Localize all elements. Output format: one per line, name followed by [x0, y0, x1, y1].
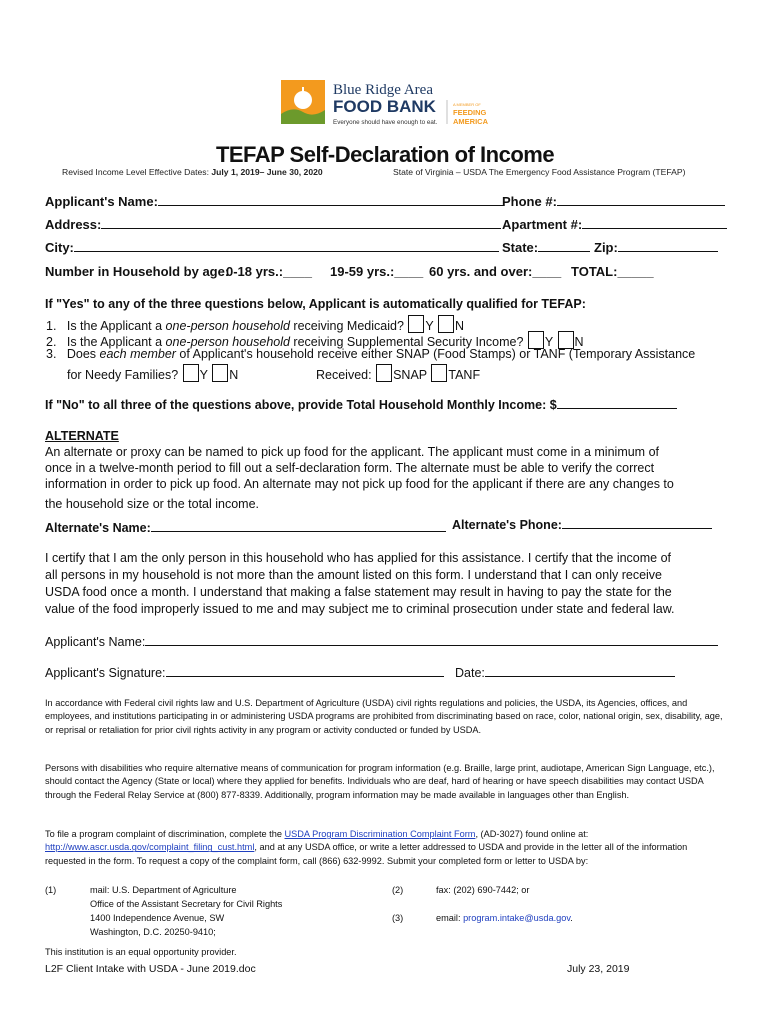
mail-item-line-3: 1400 Independence Avenue, SW — [90, 913, 225, 923]
city-field[interactable] — [45, 240, 499, 255]
effective-dates-value: July 1, 2019– June 30, 2020 — [211, 167, 323, 177]
complaint-text-a: To file a program complaint of discrimination, complete the — [45, 829, 285, 839]
tanf-checkbox[interactable] — [431, 364, 447, 382]
alternate-heading: ALTERNATE — [45, 429, 119, 443]
program-name: State of Virginia – USDA The Emergency Food Assistance Program (TEFAP) — [393, 167, 686, 177]
signature-name-field[interactable] — [45, 634, 718, 649]
signature-line[interactable] — [166, 665, 444, 677]
signature-date-field[interactable] — [455, 665, 675, 680]
signature-label: Applicant's Signature: — [45, 666, 166, 680]
question-3-no-checkbox[interactable] — [212, 364, 228, 382]
question-3-text-b: of Applicant's household receive either SNAP (Food Stamps) or TANF (Temporary Assistance — [175, 347, 696, 361]
monthly-income-field[interactable] — [45, 397, 677, 412]
fax-item-number: (2) — [392, 885, 404, 895]
mail-item-number: (1) — [45, 885, 57, 895]
certify-line-1: I certify that I am the only person in this household who has applied for this assistance. I certify that the income of — [45, 551, 672, 565]
address-label: Address: — [45, 217, 102, 232]
age-0-18-field[interactable]: 0-18 yrs.:____ — [226, 264, 313, 279]
alternate-text-line-3: information in order to pick up food. An alternate may not pick up food for the applicant if there are any changes to — [45, 477, 674, 491]
apartment-field[interactable] — [502, 217, 727, 232]
logo-org-line2: FOOD BANK — [333, 97, 436, 116]
question-2-text-a: Is the Applicant a — [66, 335, 166, 349]
footer-date: July 23, 2019 — [567, 963, 630, 975]
complaint-text-b: , (AD-3027) found online at: — [475, 829, 589, 839]
question-2-text-b: receiving Supplemental Security Income? — [289, 335, 524, 349]
disabilities-paragraph: Persons with disabilities who require alternative means of communication for program information (e.g. Braille, large print, audiotape, American Sign Language, etc.), should contact the Agency (State or local) where they applied for benefits. Individuals who are deaf, hard of hearing or have speech disabilities may contact USDA through the Federal Relay Service at (800) 877-8339. Additionally, program information may be made available in languages other than English. — [45, 763, 715, 800]
question-3 — [46, 347, 695, 361]
alternate-text-line-2: once in a twelve-month period to fill out a self-declaration form. The alternate must be able to verify the correct — [45, 461, 655, 475]
question-1-emphasis: one-person household — [165, 319, 290, 333]
apartment-label: Apartment #: — [502, 217, 583, 232]
question-3-yes-label: Y — [199, 368, 208, 382]
question-3-line-2 — [67, 364, 238, 382]
question-1-text-a: Is the Applicant a — [66, 319, 166, 333]
household-label: Number in Household by age: — [45, 264, 230, 279]
question-3-emphasis: each member — [99, 347, 176, 361]
fax-item-text: fax: (202) 690-7442; or — [436, 885, 530, 895]
qualify-heading: If "Yes" to any of the three questions below, Applicant is automatically qualified for TEFAP: — [45, 297, 586, 311]
state-line[interactable] — [538, 240, 590, 252]
email-item-end: . — [570, 913, 573, 923]
alternate-phone-line[interactable] — [562, 517, 712, 529]
mail-item-line-4: Washington, D.C. 20250-9410; — [90, 927, 216, 937]
address-line[interactable] — [101, 217, 501, 229]
phone-line[interactable] — [557, 194, 725, 206]
monthly-income-label: If "No" to all three of the questions above, provide Total Household Monthly Income: $ — [45, 398, 557, 412]
complaint-paragraph — [45, 828, 725, 868]
logo-org-line1: Blue Ridge Area — [333, 82, 433, 98]
state-field[interactable] — [502, 240, 590, 255]
alternate-phone-field[interactable] — [452, 517, 712, 532]
email-item-number: (3) — [392, 913, 404, 923]
mail-item-line-1: mail: U.S. Department of Agriculture — [90, 885, 237, 895]
question-1-number: 1. — [46, 319, 57, 333]
signature-name-label: Applicant's Name: — [45, 635, 146, 649]
question-1-text-b: receiving Medicaid? — [289, 319, 404, 333]
email-item-label: email: — [436, 913, 464, 923]
received-label: Received: — [316, 368, 372, 382]
snap-checkbox[interactable] — [376, 364, 392, 382]
page-title: TEFAP Self-Declaration of Income — [215, 142, 555, 167]
civil-rights-paragraph: In accordance with Federal civil rights law and U.S. Department of Agriculture (USDA) civil rights regulations and policies, the USDA, its Agencies, offices, and employees, and institutions participating in or administering USDA programs are prohibited from discriminating based on race, color, national origin, sex, disability, age, or reprisal or retaliation for prior civil rights activity in any program or activity conducted or funded by USDA. — [45, 698, 723, 735]
complaint-url-link[interactable]: http://www.ascr.usda.gov/complaint_filing_cust.html — [45, 842, 255, 853]
alternate-name-label: Alternate's Name: — [45, 521, 151, 535]
apartment-line[interactable] — [582, 217, 727, 229]
certify-line-2: all persons in my household is not more than the amount listed on this form. I understand that I can only receive — [45, 568, 663, 582]
state-label: State: — [502, 240, 539, 255]
signature-date-label: Date: — [455, 666, 485, 680]
monthly-income-line[interactable] — [557, 397, 677, 409]
question-2-number: 2. — [46, 335, 57, 349]
alternate-text-line-4: the household size or the total income. — [45, 497, 260, 511]
zip-label: Zip: — [594, 240, 618, 255]
logo-partner-small: A MEMBER OF — [453, 102, 481, 107]
equal-opportunity-statement: This institution is an equal opportunity provider. — [45, 947, 237, 957]
food-bank-logo-graphic — [281, 78, 499, 132]
complaint-form-link[interactable]: USDA Program Discrimination Complaint Form — [284, 829, 476, 839]
complaint-text-c: , and at any USDA office, or write a letter addressed to USDA and provide in the letter all of the information requested in the form. To request a copy of the complaint form, call (866) 632-9992. Submit your completed form or letter to USDA by: — [45, 842, 688, 866]
question-2-emphasis: one-person household — [165, 335, 290, 349]
age-60-field[interactable]: 60 yrs. and over:____ — [429, 264, 562, 279]
food-bank-logo — [281, 78, 499, 132]
phone-label: Phone #: — [502, 194, 557, 209]
zip-line[interactable] — [618, 240, 718, 252]
question-1-no-label: N — [455, 319, 465, 333]
logo-partner-line1: FEEDING — [453, 108, 487, 117]
applicant-name-line[interactable] — [158, 194, 503, 206]
city-label: City: — [45, 240, 74, 255]
question-3-yes-checkbox[interactable] — [183, 364, 199, 382]
applicant-name-field[interactable] — [45, 194, 503, 209]
snap-label: SNAP — [393, 368, 427, 382]
logo-partner-line2: AMERICA — [453, 117, 488, 126]
alternate-name-line[interactable] — [151, 520, 446, 532]
question-3-text-a: Does — [66, 347, 100, 361]
phone-field[interactable] — [502, 194, 725, 209]
certify-line-3: USDA food once a month. I understand that making a false statement may result in having to pay the state for the — [45, 585, 672, 599]
footer-filename: L2F Client Intake with USDA - June 2019.doc — [45, 963, 256, 975]
city-line[interactable] — [74, 240, 499, 252]
logo-tagline: Everyone should have enough to eat. — [333, 119, 438, 126]
question-3-number: 3. — [46, 347, 57, 361]
question-1-yes-label: Y — [425, 319, 434, 333]
effective-dates — [62, 167, 323, 177]
total-field[interactable]: TOTAL:_____ — [571, 264, 654, 279]
email-link[interactable]: program.intake@usda.gov — [463, 913, 571, 923]
alternate-name-field[interactable] — [45, 520, 446, 535]
address-field[interactable] — [45, 217, 501, 232]
question-3-no-label: N — [229, 368, 239, 382]
zip-field[interactable] — [594, 240, 718, 255]
applicant-name-label: Applicant's Name: — [45, 194, 158, 209]
effective-dates-label: Revised Income Level Effective Dates: — [62, 167, 209, 177]
mail-item-line-2: Office of the Assistant Secretary for Civil Rights — [90, 899, 283, 909]
received-options — [316, 364, 480, 382]
alternate-phone-label: Alternate's Phone: — [452, 518, 562, 532]
certify-line-4: value of the food improperly issued to me and may subject me to criminal prosecution under state and federal law. — [45, 602, 675, 616]
question-2-no-label: N — [574, 335, 584, 349]
email-item — [436, 912, 573, 925]
signature-name-line[interactable] — [145, 634, 718, 646]
signature-field[interactable] — [45, 665, 444, 680]
question-3-line-2-text: for Needy Families? — [67, 368, 179, 382]
alternate-text-line-1: An alternate or proxy can be named to pick up food for the applicant. The applicant must come in a minimum of — [45, 445, 659, 459]
tanf-label: TANF — [448, 368, 481, 382]
question-2-yes-label: Y — [544, 335, 554, 349]
signature-date-line[interactable] — [485, 665, 675, 677]
age-19-59-field[interactable]: 19-59 yrs.:____ — [330, 264, 424, 279]
